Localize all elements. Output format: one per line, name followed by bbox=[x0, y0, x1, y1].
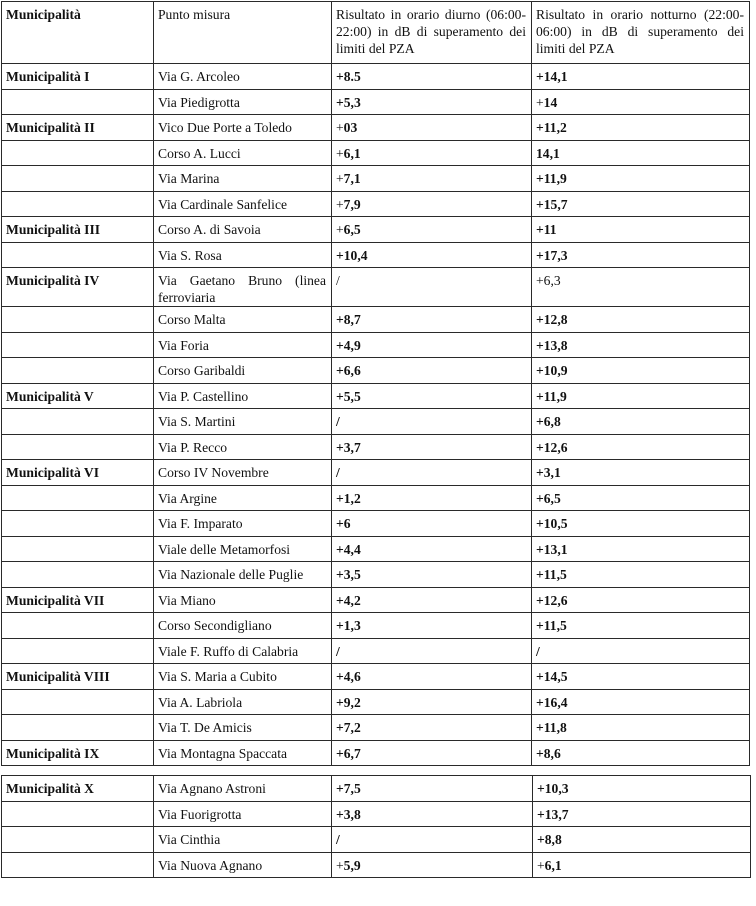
diurno-cell bbox=[332, 460, 532, 486]
notturno-value: +12,8 bbox=[536, 312, 568, 327]
table-row bbox=[2, 115, 750, 141]
punto-misura-cell: Viale delle Metamorfosi bbox=[154, 536, 332, 562]
notturno-cell bbox=[532, 166, 750, 192]
diurno-cell bbox=[332, 409, 532, 435]
punto-misura-cell: Via P. Castellino bbox=[154, 383, 332, 409]
table-row bbox=[2, 242, 750, 268]
table-row bbox=[2, 638, 750, 664]
diurno-cell bbox=[332, 801, 533, 827]
municipalita-cell: Municipalità I bbox=[2, 64, 154, 90]
punto-misura-cell: Via Cinthia bbox=[154, 827, 332, 853]
table-row bbox=[2, 664, 750, 690]
diurno-value: +10,4 bbox=[336, 247, 368, 263]
table-row bbox=[2, 715, 750, 741]
diurno-cell bbox=[332, 485, 532, 511]
notturno-value: +14,1 bbox=[536, 69, 568, 84]
diurno-value: +4,9 bbox=[336, 337, 361, 353]
diurno-value: / bbox=[336, 273, 340, 288]
municipalita-cell bbox=[2, 332, 154, 358]
diurno-cell bbox=[332, 664, 532, 690]
diurno-cell bbox=[332, 613, 532, 639]
table-row bbox=[2, 217, 750, 243]
noise-results-table-continued bbox=[1, 775, 751, 878]
diurno-value: +5,3 bbox=[336, 94, 361, 110]
diurno-value: / bbox=[336, 832, 340, 847]
notturno-value: +13,8 bbox=[536, 337, 568, 353]
notturno-value: +17,3 bbox=[536, 247, 568, 263]
diurno-value: +1,3 bbox=[336, 618, 361, 633]
table-row bbox=[2, 460, 750, 486]
diurno-cell bbox=[332, 115, 532, 141]
table-row bbox=[2, 409, 750, 435]
diurno-value: +6 bbox=[336, 516, 351, 531]
diurno-value: +3,8 bbox=[336, 806, 361, 822]
municipalita-cell: Municipalità V bbox=[2, 383, 154, 409]
table-row bbox=[2, 536, 750, 562]
notturno-value: +10,3 bbox=[537, 781, 569, 796]
table-row bbox=[2, 358, 750, 384]
table-row bbox=[2, 562, 750, 588]
diurno-cell bbox=[332, 140, 532, 166]
diurno-cell bbox=[332, 776, 533, 802]
municipalita-cell bbox=[2, 801, 154, 827]
notturno-value: +10,9 bbox=[536, 363, 568, 378]
diurno-value: 03 bbox=[343, 120, 358, 135]
municipalita-cell: Municipalità X bbox=[2, 776, 154, 802]
notturno-value: +6,8 bbox=[536, 414, 561, 429]
punto-misura-cell: Via S. Rosa bbox=[154, 242, 332, 268]
municipalita-cell bbox=[2, 409, 154, 435]
municipalita-cell bbox=[2, 852, 154, 878]
diurno-cell bbox=[332, 383, 532, 409]
diurno-cell bbox=[332, 191, 532, 217]
diurno-value: +3,5 bbox=[336, 567, 361, 582]
municipalita-cell: Municipalità VII bbox=[2, 587, 154, 613]
notturno-cell bbox=[532, 638, 750, 664]
table-row bbox=[2, 613, 750, 639]
notturno-cell bbox=[532, 511, 750, 537]
municipalita-cell: Municipalità IX bbox=[2, 740, 154, 766]
table-row bbox=[2, 740, 750, 766]
municipalita-cell bbox=[2, 358, 154, 384]
punto-misura-cell: Via Agnano Astroni bbox=[154, 776, 332, 802]
diurno-cell bbox=[332, 166, 532, 192]
notturno-value: +8,6 bbox=[536, 745, 561, 761]
table-row bbox=[2, 689, 750, 715]
municipalita-cell bbox=[2, 613, 154, 639]
table-header-row bbox=[2, 2, 750, 64]
table-row bbox=[2, 852, 751, 878]
punto-misura-cell: Via Nazionale delle Puglie bbox=[154, 562, 332, 588]
diurno-cell bbox=[332, 715, 532, 741]
diurno-value: +8.5 bbox=[336, 69, 361, 84]
punto-misura-cell: Via Marina bbox=[154, 166, 332, 192]
diurno-cell bbox=[332, 358, 532, 384]
notturno-value: +12,6 bbox=[536, 592, 568, 608]
notturno-value: +13,7 bbox=[537, 806, 569, 822]
table-row bbox=[2, 307, 750, 333]
punto-misura-cell: Via A. Labriola bbox=[154, 689, 332, 715]
notturno-value: +11,5 bbox=[536, 618, 567, 633]
municipalita-cell bbox=[2, 562, 154, 588]
notturno-value: +11,9 bbox=[536, 171, 567, 186]
diurno-value: +6,6 bbox=[336, 363, 361, 378]
municipalita-cell bbox=[2, 485, 154, 511]
notturno-cell bbox=[532, 383, 750, 409]
notturno-value: +11 bbox=[536, 222, 557, 237]
diurno-cell bbox=[332, 307, 532, 333]
notturno-cell bbox=[532, 715, 750, 741]
diurno-value: +6,7 bbox=[336, 745, 361, 761]
notturno-cell bbox=[532, 409, 750, 435]
notturno-cell bbox=[532, 307, 750, 333]
diurno-cell bbox=[332, 242, 532, 268]
diurno-value: +4,2 bbox=[336, 592, 361, 608]
diurno-cell bbox=[332, 332, 532, 358]
municipalita-cell: Municipalità III bbox=[2, 217, 154, 243]
diurno-cell bbox=[332, 827, 533, 853]
municipalita-cell bbox=[2, 536, 154, 562]
diurno-cell bbox=[332, 689, 532, 715]
notturno-cell bbox=[532, 613, 750, 639]
notturno-value: +14,5 bbox=[536, 669, 568, 684]
diurno-prefix: + bbox=[336, 222, 344, 237]
punto-misura-cell: Via Foria bbox=[154, 332, 332, 358]
diurno-prefix: + bbox=[336, 196, 344, 212]
diurno-value: / bbox=[336, 414, 340, 429]
punto-misura-cell: Via Argine bbox=[154, 485, 332, 511]
notturno-value: +11,9 bbox=[536, 388, 567, 404]
diurno-value: 7,9 bbox=[343, 196, 361, 212]
notturno-value: 14 bbox=[543, 94, 558, 110]
notturno-value: +12,6 bbox=[536, 439, 568, 455]
notturno-cell bbox=[533, 852, 751, 878]
notturno-cell bbox=[532, 485, 750, 511]
diurno-cell bbox=[332, 64, 532, 90]
notturno-cell bbox=[532, 115, 750, 141]
table-body-continued bbox=[2, 776, 751, 878]
diurno-value: / bbox=[336, 465, 340, 480]
punto-misura-cell: Via T. De Amicis bbox=[154, 715, 332, 741]
punto-misura-cell: Via Fuorigrotta bbox=[154, 801, 332, 827]
diurno-cell bbox=[332, 536, 532, 562]
notturno-value: +13,1 bbox=[536, 541, 568, 557]
table-row bbox=[2, 827, 751, 853]
table-row bbox=[2, 140, 750, 166]
diurno-cell bbox=[332, 852, 533, 878]
punto-misura-cell: Corso A. di Savoia bbox=[154, 217, 332, 243]
table-row bbox=[2, 191, 750, 217]
diurno-value: +4,4 bbox=[336, 541, 361, 557]
diurno-value: 7,1 bbox=[343, 171, 361, 186]
table-row bbox=[2, 587, 750, 613]
municipalita-cell bbox=[2, 689, 154, 715]
notturno-cell bbox=[532, 268, 750, 307]
diurno-cell bbox=[332, 89, 532, 115]
punto-misura-cell: Via Miano bbox=[154, 587, 332, 613]
notturno-cell bbox=[533, 801, 751, 827]
municipalita-cell bbox=[2, 242, 154, 268]
notturno-cell bbox=[532, 689, 750, 715]
header-diurno: Risultato in orario diurno (06:00-22:00) in dB di superamento dei limiti del PZA bbox=[332, 2, 532, 64]
notturno-prefix: + bbox=[536, 94, 544, 110]
diurno-value: +3,7 bbox=[336, 439, 361, 455]
table-row bbox=[2, 64, 750, 90]
header-municipalita: Municipalità bbox=[2, 2, 154, 64]
municipalita-cell bbox=[2, 715, 154, 741]
diurno-value: +5,5 bbox=[336, 388, 361, 404]
diurno-cell bbox=[332, 740, 532, 766]
punto-misura-cell: Via Montagna Spaccata bbox=[154, 740, 332, 766]
notturno-value: +6,5 bbox=[536, 490, 561, 506]
notturno-cell bbox=[532, 332, 750, 358]
diurno-value: 5,9 bbox=[343, 857, 361, 873]
notturno-value: +15,7 bbox=[536, 196, 568, 212]
municipalita-cell: Municipalità VI bbox=[2, 460, 154, 486]
notturno-cell bbox=[533, 827, 751, 853]
notturno-cell bbox=[532, 242, 750, 268]
punto-misura-cell: Corso Secondigliano bbox=[154, 613, 332, 639]
notturno-value: +16,4 bbox=[536, 694, 568, 710]
notturno-value: 6,1 bbox=[544, 857, 562, 873]
notturno-cell bbox=[532, 191, 750, 217]
notturno-value: +11,8 bbox=[536, 720, 567, 735]
diurno-cell bbox=[332, 562, 532, 588]
notturno-cell bbox=[532, 740, 750, 766]
diurno-prefix: + bbox=[336, 145, 344, 161]
table-row bbox=[2, 89, 750, 115]
diurno-value: +7,5 bbox=[336, 781, 361, 796]
punto-misura-cell: Corso A. Lucci bbox=[154, 140, 332, 166]
punto-misura-cell: Via Nuova Agnano bbox=[154, 852, 332, 878]
diurno-cell bbox=[332, 511, 532, 537]
table-row bbox=[2, 511, 750, 537]
municipalita-cell bbox=[2, 827, 154, 853]
table-row bbox=[2, 801, 751, 827]
diurno-value: +4,6 bbox=[336, 669, 361, 684]
notturno-cell bbox=[532, 358, 750, 384]
table-row bbox=[2, 485, 750, 511]
punto-misura-cell: Via Cardinale Sanfelice bbox=[154, 191, 332, 217]
notturno-value: / bbox=[536, 643, 540, 659]
municipalita-cell bbox=[2, 307, 154, 333]
diurno-prefix: + bbox=[336, 171, 344, 186]
table-row bbox=[2, 268, 750, 307]
notturno-cell bbox=[532, 536, 750, 562]
municipalita-cell: Municipalità IV bbox=[2, 268, 154, 307]
notturno-value: +10,5 bbox=[536, 516, 568, 531]
diurno-value: +1,2 bbox=[336, 490, 361, 506]
notturno-cell bbox=[532, 460, 750, 486]
punto-misura-cell: Via G. Arcoleo bbox=[154, 64, 332, 90]
diurno-prefix: + bbox=[336, 857, 344, 873]
municipalita-cell: Municipalità II bbox=[2, 115, 154, 141]
punto-misura-cell: Corso Malta bbox=[154, 307, 332, 333]
municipalita-cell: Municipalità VIII bbox=[2, 664, 154, 690]
notturno-cell bbox=[532, 140, 750, 166]
table-row bbox=[2, 776, 751, 802]
notturno-cell bbox=[532, 434, 750, 460]
diurno-value: 6,5 bbox=[343, 222, 361, 237]
diurno-prefix: + bbox=[336, 120, 344, 135]
diurno-value: +8,7 bbox=[336, 312, 361, 327]
notturno-cell bbox=[532, 89, 750, 115]
punto-misura-cell: Corso IV Novembre bbox=[154, 460, 332, 486]
table-row bbox=[2, 434, 750, 460]
noise-results-table bbox=[1, 1, 750, 766]
punto-misura-cell: Via F. Imparato bbox=[154, 511, 332, 537]
notturno-prefix: + bbox=[537, 857, 545, 873]
municipalita-cell bbox=[2, 140, 154, 166]
notturno-cell bbox=[532, 562, 750, 588]
notturno-cell bbox=[532, 664, 750, 690]
table-row bbox=[2, 166, 750, 192]
table-row bbox=[2, 383, 750, 409]
municipalita-cell bbox=[2, 511, 154, 537]
diurno-cell bbox=[332, 434, 532, 460]
notturno-value: +3,1 bbox=[536, 465, 561, 480]
notturno-value: 14,1 bbox=[536, 145, 560, 161]
punto-misura-cell: Corso Garibaldi bbox=[154, 358, 332, 384]
municipalita-cell bbox=[2, 89, 154, 115]
municipalita-cell bbox=[2, 166, 154, 192]
diurno-value: / bbox=[336, 643, 340, 659]
notturno-value: +11,2 bbox=[536, 120, 567, 135]
header-punto-misura: Punto misura bbox=[154, 2, 332, 64]
notturno-value: +8,8 bbox=[537, 832, 562, 847]
table-body bbox=[2, 2, 750, 766]
notturno-cell bbox=[533, 776, 751, 802]
notturno-value: +6,3 bbox=[536, 273, 561, 288]
municipalita-cell bbox=[2, 191, 154, 217]
municipalita-cell bbox=[2, 638, 154, 664]
punto-misura-cell: Via S. Maria a Cubito bbox=[154, 664, 332, 690]
table-row bbox=[2, 332, 750, 358]
diurno-value: +9,2 bbox=[336, 694, 361, 710]
punto-misura-cell: Viale F. Ruffo di Calabria bbox=[154, 638, 332, 664]
diurno-value: 6,1 bbox=[343, 145, 361, 161]
notturno-cell bbox=[532, 587, 750, 613]
diurno-cell bbox=[332, 268, 532, 307]
notturno-cell bbox=[532, 64, 750, 90]
punto-misura-cell: Via Gaetano Bruno (linea ferroviaria bbox=[154, 268, 332, 307]
diurno-cell bbox=[332, 638, 532, 664]
diurno-value: +7,2 bbox=[336, 720, 361, 735]
diurno-cell bbox=[332, 587, 532, 613]
diurno-cell bbox=[332, 217, 532, 243]
notturno-cell bbox=[532, 217, 750, 243]
punto-misura-cell: Via S. Martini bbox=[154, 409, 332, 435]
header-notturno: Risultato in orario notturno (22:00-06:00) in dB di superamento dei limiti del PZA bbox=[532, 2, 750, 64]
notturno-value: +11,5 bbox=[536, 567, 567, 582]
punto-misura-cell: Vico Due Porte a Toledo bbox=[154, 115, 332, 141]
municipalita-cell bbox=[2, 434, 154, 460]
punto-misura-cell: Via Piedigrotta bbox=[154, 89, 332, 115]
punto-misura-cell: Via P. Recco bbox=[154, 434, 332, 460]
